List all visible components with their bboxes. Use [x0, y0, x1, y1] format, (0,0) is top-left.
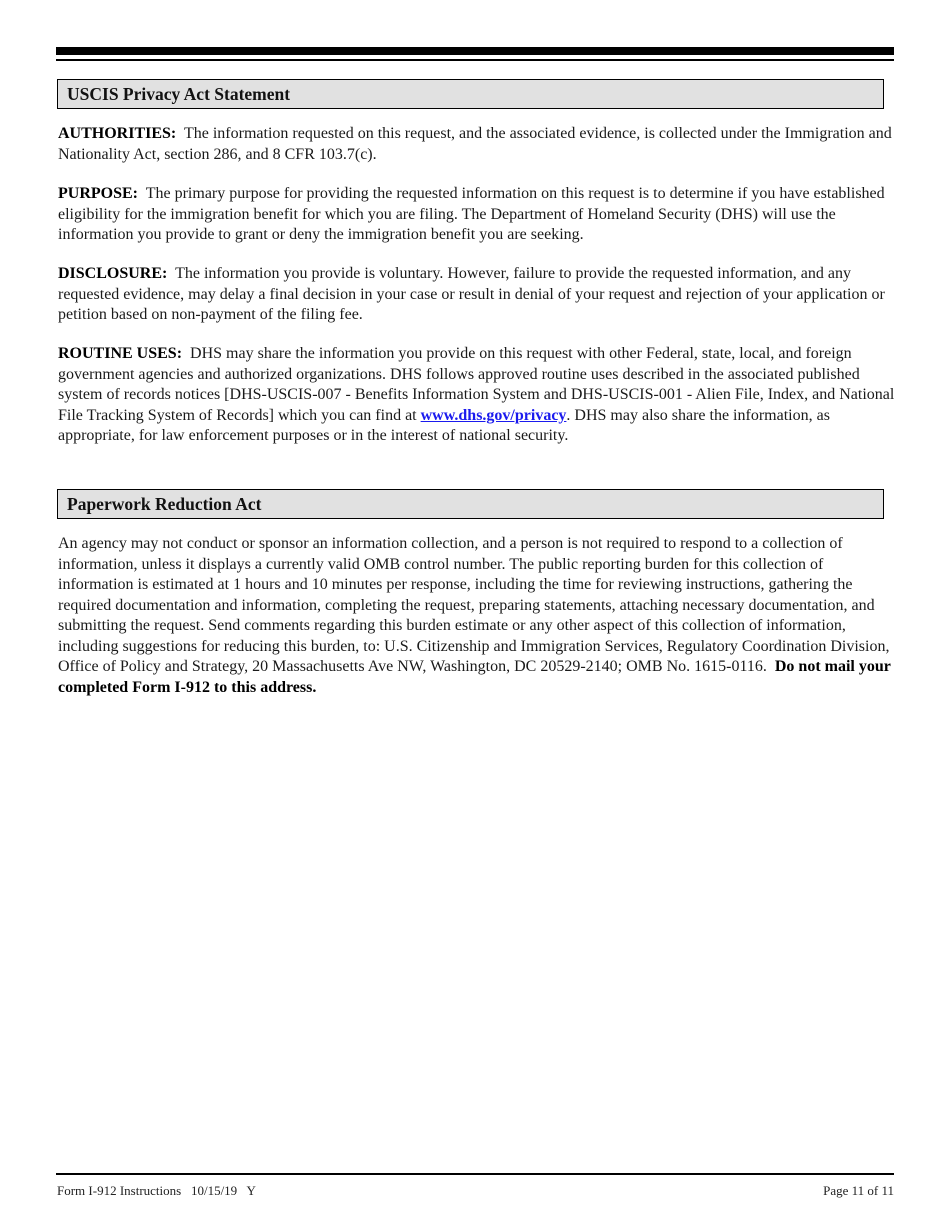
authorities-paragraph — [58, 124, 898, 165]
purpose-text: The primary purpose for providing the requested information on this request is to determine if you have established eligibility for the immigration benefit for which you are filing. The Department of Homeland Security (DHS) will use the information you provide to grant or deny the immigration benefit you are seeking. — [58, 185, 885, 243]
top-thick-rule — [56, 47, 894, 55]
routine-uses-paragraph — [58, 344, 898, 447]
authorities-text: The information requested on this request, and the associated evidence, is collected under the Immigration and Nationality Act, section 286, and 8 CFR 103.7(c). — [58, 125, 892, 163]
disclosure-label: DISCLOSURE: — [58, 265, 168, 282]
disclosure-text: The information you provide is voluntary. However, failure to provide the requested information, and any requested evidence, may delay a final decision in your case or result in denial of your request and rejection of your application or petition based on non-payment of the filing fee. — [58, 265, 885, 323]
top-thin-rule — [56, 59, 894, 61]
routine-uses-label: ROUTINE USES: — [58, 345, 183, 362]
footer-rule — [56, 1173, 894, 1175]
dhs-privacy-link[interactable]: www.dhs.gov/privacy — [420, 406, 567, 424]
paperwork-text: An agency may not conduct or sponsor an information collection, and a person is not required to respond to a collection of information, unless it displays a currently valid OMB control number. The public reporting burden for this collection of information is estimated at 1 hours and 10 minutes per response, including the time for reviewing instructions, gathering the required documentation and information, completing the request, preparing statements, attaching necessary documentation, and submitting the request. Send comments regarding this burden estimate or any other aspect of this collection of information, including suggestions for reducing this burden, to: U.S. Citizenship and Immigration Services, Regulatory Coordination Division, Office of Policy and Strategy, 20 Massachusetts Ave NW, Washington, DC 20529-2140; OMB No. 1615-0116. — [58, 535, 890, 675]
authorities-label: AUTHORITIES: — [58, 125, 177, 142]
purpose-paragraph — [58, 184, 898, 246]
disclosure-paragraph — [58, 264, 898, 326]
paperwork-paragraph — [58, 534, 898, 698]
paperwork-reduction-header: Paperwork Reduction Act — [57, 489, 884, 519]
privacy-act-header: USCIS Privacy Act Statement — [57, 79, 884, 109]
purpose-label: PURPOSE: — [58, 185, 138, 202]
routine-uses-text-after: . DHS may also share the information, as appropriate, for law enforcement purposes or in the interest of national security. — [58, 406, 830, 444]
paperwork-bold-notice: Do not mail your completed Form I-912 to this address. — [58, 658, 891, 696]
footer-form-id: Form I-912 Instructions 10/15/19 Y — [57, 1183, 256, 1198]
footer-page-number: Page 11 of 11 — [823, 1183, 894, 1198]
routine-uses-text: DHS may share the information you provide on this request with other Federal, state, local, and foreign government agencies and authorized organizations. DHS follows approved routine uses described in the associated published system of records notices [DHS-USCIS-007 - Benefits Information System and DHS-USCIS-001 - Alien File, Index, and National File Tracking System of Records] which you can find at — [58, 345, 895, 424]
